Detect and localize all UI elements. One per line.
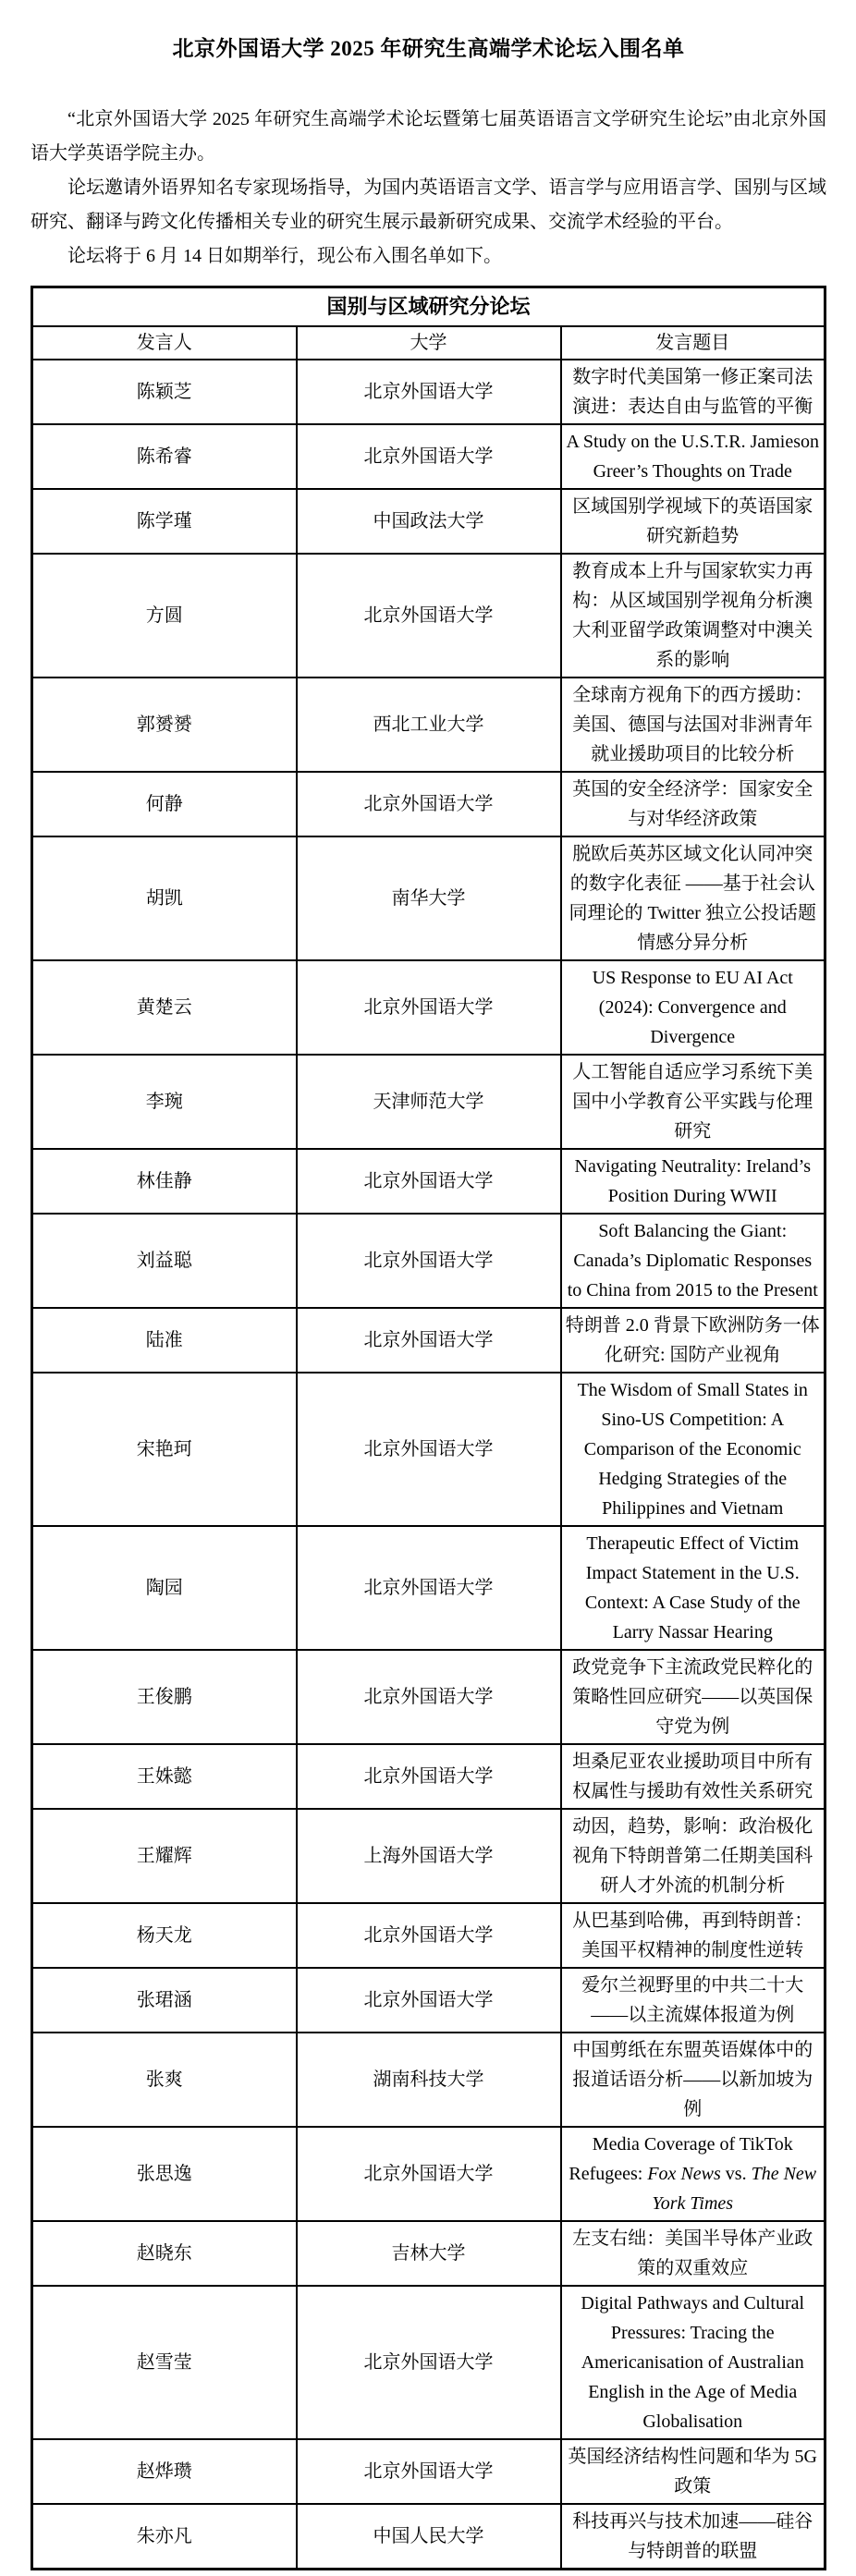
forum-section-title: 国别与区域研究分论坛 [32, 287, 825, 327]
presentation-topic: Media Coverage of TikTok Refugees: Fox News vs. The New York Times [561, 2127, 825, 2221]
table-head [32, 287, 825, 360]
table-row [32, 1968, 825, 2033]
table-row [32, 1308, 825, 1373]
presentation-topic: 区域国别学视域下的英语国家研究新趋势 [561, 489, 825, 554]
table-row [32, 1526, 825, 1650]
presentation-topic: 政党竞争下主流政党民粹化的策略性回应研究——以英国保守党为例 [561, 1650, 825, 1744]
speaker-name: 宋艳珂 [32, 1373, 297, 1526]
speaker-name: 赵雪莹 [32, 2286, 297, 2439]
table-row [32, 1373, 825, 1526]
speaker-name: 陈希睿 [32, 424, 297, 489]
speaker-name: 黄楚云 [32, 960, 297, 1055]
university-name: 南华大学 [297, 836, 561, 960]
speaker-name: 林佳静 [32, 1149, 297, 1214]
speaker-name: 王姝懿 [32, 1744, 297, 1809]
table-row [32, 1214, 825, 1308]
table-row [32, 960, 825, 1055]
university-name: 北京外国语大学 [297, 1650, 561, 1744]
speaker-name: 陶园 [32, 1526, 297, 1650]
presentation-topic: Soft Balancing the Giant: Canada’s Diplomatic Responses to China from 2015 to the Present [561, 1214, 825, 1308]
table-row [32, 2033, 825, 2127]
presentation-topic: 动因，趋势，影响：政治极化视角下特朗普第二任期美国科研人才外流的机制分析 [561, 1809, 825, 1903]
column-header-speaker: 发言人 [32, 326, 297, 360]
table-row [32, 1650, 825, 1744]
university-name: 北京外国语大学 [297, 2127, 561, 2221]
university-name: 北京外国语大学 [297, 772, 561, 836]
presentation-topic: 脱欧后英苏区域文化认同冲突的数字化表征 ——基于社会认同理论的 Twitter 独立公投话题情感分异分析 [561, 836, 825, 960]
table-row [32, 1809, 825, 1903]
intro-paragraph-date: 论坛将于 6 月 14 日如期举行，现公布入围名单如下。 [67, 246, 502, 266]
speaker-name: 张爽 [32, 2033, 297, 2127]
presentation-topic: The Wisdom of Small States in Sino-US Competition: A Comparison of the Economic Hedging Strategies of the Philippines and Vietnam [561, 1373, 825, 1526]
presentation-topic: US Response to EU AI Act (2024): Convergence and Divergence [561, 960, 825, 1055]
intro-paragraph-host: “北京外国语大学 2025 年研究生高端学术论坛暨第七届英语语言文学研究生论坛”由北京外国语大学英语学院主办。 [31, 109, 826, 164]
presentation-topic: 英国的安全经济学：国家安全与对华经济政策 [561, 772, 825, 836]
speaker-name: 郭赟赟 [32, 678, 297, 772]
speaker-name: 赵晓东 [32, 2221, 297, 2286]
column-header-row [32, 326, 825, 360]
table-row [32, 2127, 825, 2221]
column-header-university: 大学 [297, 326, 561, 360]
column-header-topic: 发言题目 [561, 326, 825, 360]
speaker-name: 陆准 [32, 1308, 297, 1373]
university-name: 中国人民大学 [297, 2504, 561, 2570]
table-row [32, 554, 825, 678]
forum-title-row [32, 287, 825, 327]
university-name: 北京外国语大学 [297, 1968, 561, 2033]
presentation-topic: 坦桑尼亚农业援助项目中所有权属性与援助有效性关系研究 [561, 1744, 825, 1809]
university-name: 中国政法大学 [297, 489, 561, 554]
speaker-name: 赵烨瓒 [32, 2439, 297, 2504]
presentation-topic: Therapeutic Effect of Victim Impact Statement in the U.S. Context: A Case Study of the Larry Nassar Hearing [561, 1526, 825, 1650]
table-row [32, 424, 825, 489]
speaker-name: 杨天龙 [32, 1903, 297, 1968]
speaker-name: 朱亦凡 [32, 2504, 297, 2570]
speaker-name: 何静 [32, 772, 297, 836]
speaker-name: 刘益聪 [32, 1214, 297, 1308]
presentation-topic: 特朗普 2.0 背景下欧洲防务一体化研究: 国防产业视角 [561, 1308, 825, 1373]
university-name: 北京外国语大学 [297, 1373, 561, 1526]
presentation-topic: Digital Pathways and Cultural Pressures: Tracing the Americanisation of Australian English in the Age of Media Globalisation [561, 2286, 825, 2439]
university-name: 北京外国语大学 [297, 2286, 561, 2439]
presentation-topic: 教育成本上升与国家软实力再构：从区域国别学视角分析澳大利亚留学政策调整对中澳关系的影响 [561, 554, 825, 678]
page-title: 北京外国语大学 2025 年研究生高端学术论坛入围名单 [172, 37, 685, 60]
presentation-topic: 英国经济结构性问题和华为 5G 政策 [561, 2439, 825, 2504]
university-name: 北京外国语大学 [297, 1214, 561, 1308]
speaker-name: 王耀辉 [32, 1809, 297, 1903]
university-name: 北京外国语大学 [297, 2439, 561, 2504]
university-name: 北京外国语大学 [297, 424, 561, 489]
table-row [32, 772, 825, 836]
university-name: 北京外国语大学 [297, 1903, 561, 1968]
table-row [32, 360, 825, 424]
intro-paragraph-purpose: 论坛邀请外语界知名专家现场指导，为国内英语语言文学、语言学与应用语言学、国别与区域研究、翻译与跨文化传播相关专业的研究生展示最新研究成果、交流学术经验的平台。 [31, 177, 826, 232]
speaker-name: 胡凯 [32, 836, 297, 960]
speaker-name: 张思逸 [32, 2127, 297, 2221]
university-name: 北京外国语大学 [297, 1526, 561, 1650]
university-name: 吉林大学 [297, 2221, 561, 2286]
table-row [32, 1149, 825, 1214]
university-name: 西北工业大学 [297, 678, 561, 772]
table-row [32, 1744, 825, 1809]
presentation-topic: A Study on the U.S.T.R. Jamieson Greer’s Thoughts on Trade [561, 424, 825, 489]
presentation-topic: 人工智能自适应学习系统下美国中小学教育公平实践与伦理研究 [561, 1055, 825, 1149]
table-row [32, 2221, 825, 2286]
presentation-topic: Navigating Neutrality: Ireland’s Position During WWII [561, 1149, 825, 1214]
university-name: 北京外国语大学 [297, 960, 561, 1055]
university-name: 上海外国语大学 [297, 1809, 561, 1903]
university-name: 北京外国语大学 [297, 360, 561, 424]
table-row [32, 836, 825, 960]
presentation-topic: 从巴基到哈佛，再到特朗普：美国平权精神的制度性逆转 [561, 1903, 825, 1968]
table-row [32, 1055, 825, 1149]
table-row [32, 1903, 825, 1968]
university-name: 湖南科技大学 [297, 2033, 561, 2127]
forum-shortlist-table [31, 286, 826, 2570]
presentation-topic: 科技再兴与技术加速——硅谷与特朗普的联盟 [561, 2504, 825, 2570]
presentation-topic: 数字时代美国第一修正案司法演进：表达自由与监管的平衡 [561, 360, 825, 424]
presentation-topic: 爱尔兰视野里的中共二十大——以主流媒体报道为例 [561, 1968, 825, 2033]
presentation-topic: 左支右绌：美国半导体产业政策的双重效应 [561, 2221, 825, 2286]
speaker-name: 李琬 [32, 1055, 297, 1149]
table-row [32, 2286, 825, 2439]
speaker-name: 陈颖芝 [32, 360, 297, 424]
table-body [32, 360, 825, 2570]
speaker-name: 陈学瑾 [32, 489, 297, 554]
university-name: 北京外国语大学 [297, 1308, 561, 1373]
university-name: 北京外国语大学 [297, 554, 561, 678]
speaker-name: 方圆 [32, 554, 297, 678]
presentation-topic: 全球南方视角下的西方援助：美国、德国与法国对非洲青年就业援助项目的比较分析 [561, 678, 825, 772]
table-row [32, 2504, 825, 2570]
table-row [32, 678, 825, 772]
university-name: 北京外国语大学 [297, 1744, 561, 1809]
presentation-topic: 中国剪纸在东盟英语媒体中的报道话语分析——以新加坡为例 [561, 2033, 825, 2127]
speaker-name: 张珺涵 [32, 1968, 297, 2033]
university-name: 北京外国语大学 [297, 1149, 561, 1214]
university-name: 天津师范大学 [297, 1055, 561, 1149]
table-row [32, 2439, 825, 2504]
speaker-name: 王俊鹏 [32, 1650, 297, 1744]
table-row [32, 489, 825, 554]
